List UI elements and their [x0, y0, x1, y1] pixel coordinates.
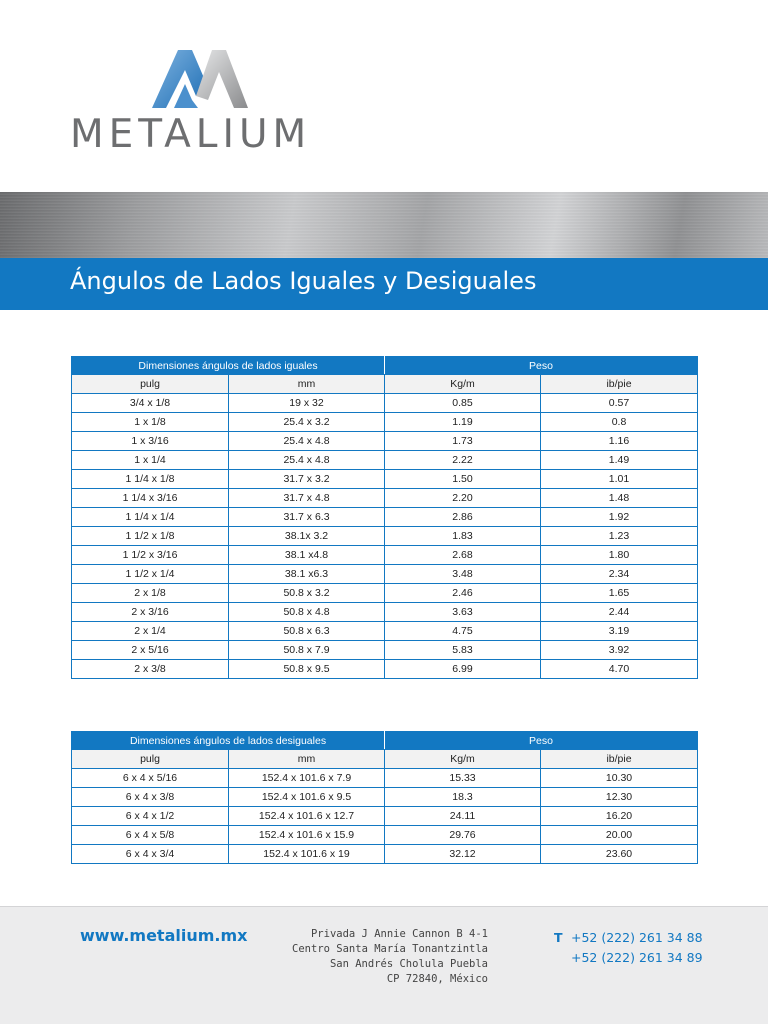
- table-cell: 19 x 32: [229, 394, 385, 413]
- address-line: Centro Santa María Tonantzintla: [292, 943, 488, 955]
- group-header-dimensions: Dimensiones ángulos de lados desiguales: [72, 732, 385, 750]
- table-cell: 4.75: [385, 622, 541, 641]
- column-header: mm: [229, 375, 385, 394]
- table-row: [72, 451, 698, 470]
- table-cell: 16.20: [541, 807, 698, 826]
- table-cell: 1 x 3/16: [72, 432, 229, 451]
- table-cell: 0.57: [541, 394, 698, 413]
- table-cell: 1 x 1/4: [72, 451, 229, 470]
- table-row: [72, 807, 698, 826]
- table-cell: 29.76: [385, 826, 541, 845]
- phone-label: T: [554, 930, 563, 945]
- table-cell: 38.1 x6.3: [229, 565, 385, 584]
- table-row: [72, 394, 698, 413]
- table-cell: 1.01: [541, 470, 698, 489]
- table-cell: 2 x 3/8: [72, 660, 229, 679]
- table-cell: 6.99: [385, 660, 541, 679]
- title-banner: [0, 258, 768, 310]
- column-header: ib/pie: [541, 375, 698, 394]
- table-cell: 24.11: [385, 807, 541, 826]
- table-cell: 31.7 x 6.3: [229, 508, 385, 527]
- table-row: [72, 432, 698, 451]
- table-row: [72, 413, 698, 432]
- table-cell: 1 1/4 x 3/16: [72, 489, 229, 508]
- table-cell: 2 x 1/4: [72, 622, 229, 641]
- column-header: ib/pie: [541, 750, 698, 769]
- table-row: [72, 527, 698, 546]
- footer: [0, 906, 768, 1024]
- table-cell: 1.49: [541, 451, 698, 470]
- table-cell: 25.4 x 4.8: [229, 451, 385, 470]
- table-cell: 2 x 1/8: [72, 584, 229, 603]
- table-cell: 2.46: [385, 584, 541, 603]
- table-body: [72, 394, 698, 679]
- table-cell: 18.3: [385, 788, 541, 807]
- table-cell: 4.70: [541, 660, 698, 679]
- table-cell: 1.73: [385, 432, 541, 451]
- table-cell: 1 x 1/8: [72, 413, 229, 432]
- table-cell: 6 x 4 x 5/8: [72, 826, 229, 845]
- table-body: [72, 769, 698, 864]
- table-cell: 50.8 x 3.2: [229, 584, 385, 603]
- equal-angles-table: [71, 356, 698, 679]
- column-header: mm: [229, 750, 385, 769]
- table-cell: 3.19: [541, 622, 698, 641]
- phone-number[interactable]: +52 (222) 261 34 88: [571, 930, 703, 945]
- table-row: [72, 546, 698, 565]
- table-row: [72, 603, 698, 622]
- table-cell: 1.80: [541, 546, 698, 565]
- phone-block: [554, 928, 703, 968]
- table-cell: 15.33: [385, 769, 541, 788]
- table-cell: 0.8: [541, 413, 698, 432]
- column-header: pulg: [72, 375, 229, 394]
- table-row: [72, 769, 698, 788]
- table-cell: 1 1/4 x 1/4: [72, 508, 229, 527]
- table-cell: 31.7 x 3.2: [229, 470, 385, 489]
- metalium-logo: [70, 46, 340, 156]
- table-cell: 6 x 4 x 5/16: [72, 769, 229, 788]
- table-cell: 50.8 x 9.5: [229, 660, 385, 679]
- table-cell: 1.19: [385, 413, 541, 432]
- table-row: [72, 489, 698, 508]
- page-title: Ángulos de Lados Iguales y Desiguales: [70, 267, 537, 295]
- table-cell: 23.60: [541, 845, 698, 864]
- table-cell: 152.4 x 101.6 x 9.5: [229, 788, 385, 807]
- address-line: CP 72840, México: [386, 973, 488, 985]
- metalium-m-icon: [152, 46, 248, 108]
- table-cell: 1.92: [541, 508, 698, 527]
- table-cell: 1 1/2 x 1/8: [72, 527, 229, 546]
- table-cell: 2.20: [385, 489, 541, 508]
- table-row: [72, 508, 698, 527]
- table-row: [72, 565, 698, 584]
- table-cell: 152.4 x 101.6 x 15.9: [229, 826, 385, 845]
- table-cell: 1.65: [541, 584, 698, 603]
- table-row: [72, 622, 698, 641]
- website-link[interactable]: www.metalium.mx: [80, 926, 248, 945]
- table-cell: 1 1/4 x 1/8: [72, 470, 229, 489]
- table-cell: 1.83: [385, 527, 541, 546]
- table-cell: 1 1/2 x 3/16: [72, 546, 229, 565]
- table-cell: 2.68: [385, 546, 541, 565]
- table-cell: 10.30: [541, 769, 698, 788]
- table-cell: 6 x 4 x 1/2: [72, 807, 229, 826]
- table-cell: 6 x 4 x 3/8: [72, 788, 229, 807]
- table-row: [72, 826, 698, 845]
- table-cell: 2.86: [385, 508, 541, 527]
- table-row: [72, 641, 698, 660]
- table-cell: 31.7 x 4.8: [229, 489, 385, 508]
- table-cell: 1.48: [541, 489, 698, 508]
- table-cell: 2.34: [541, 565, 698, 584]
- table-cell: 25.4 x 4.8: [229, 432, 385, 451]
- table-cell: 50.8 x 7.9: [229, 641, 385, 660]
- table-cell: 1 1/2 x 1/4: [72, 565, 229, 584]
- table-cell: 50.8 x 4.8: [229, 603, 385, 622]
- column-header: Kg/m: [385, 750, 541, 769]
- unequal-angles-table: [71, 731, 698, 864]
- table-cell: 50.8 x 6.3: [229, 622, 385, 641]
- brand-wordmark: METALIUM: [70, 112, 312, 157]
- phone-number[interactable]: +52 (222) 261 34 89: [571, 950, 703, 965]
- table-cell: 152.4 x 101.6 x 12.7: [229, 807, 385, 826]
- table-cell: 1.23: [541, 527, 698, 546]
- table-cell: 38.1x 3.2: [229, 527, 385, 546]
- table-row: [72, 660, 698, 679]
- group-header-weight: Peso: [385, 357, 698, 375]
- table-row: [72, 845, 698, 864]
- table-cell: 2.22: [385, 451, 541, 470]
- table-cell: 38.1 x4.8: [229, 546, 385, 565]
- table-cell: 152.4 x 101.6 x 7.9: [229, 769, 385, 788]
- table-cell: 2 x 5/16: [72, 641, 229, 660]
- table-cell: 152.4 x 101.6 x 19: [229, 845, 385, 864]
- table-cell: 1.50: [385, 470, 541, 489]
- address-block: [292, 927, 488, 987]
- table-cell: 32.12: [385, 845, 541, 864]
- table-cell: 3.48: [385, 565, 541, 584]
- table-cell: 12.30: [541, 788, 698, 807]
- column-header: Kg/m: [385, 375, 541, 394]
- table-cell: 6 x 4 x 3/4: [72, 845, 229, 864]
- table-cell: 25.4 x 3.2: [229, 413, 385, 432]
- table-cell: 1.16: [541, 432, 698, 451]
- group-header-weight: Peso: [385, 732, 698, 750]
- table-cell: 20.00: [541, 826, 698, 845]
- table-row: [72, 788, 698, 807]
- table-cell: 2.44: [541, 603, 698, 622]
- group-header-dimensions: Dimensiones ángulos de lados iguales: [72, 357, 385, 375]
- table-cell: 5.83: [385, 641, 541, 660]
- brushed-metal-banner: [0, 192, 768, 258]
- column-header: pulg: [72, 750, 229, 769]
- table-row: [72, 470, 698, 489]
- table-cell: 0.85: [385, 394, 541, 413]
- table-cell: 3.63: [385, 603, 541, 622]
- table-row: [72, 584, 698, 603]
- address-line: San Andrés Cholula Puebla: [329, 958, 488, 970]
- table-cell: 3/4 x 1/8: [72, 394, 229, 413]
- address-line: Privada J Annie Cannon B 4-1: [310, 928, 488, 940]
- table-cell: 3.92: [541, 641, 698, 660]
- table-cell: 2 x 3/16: [72, 603, 229, 622]
